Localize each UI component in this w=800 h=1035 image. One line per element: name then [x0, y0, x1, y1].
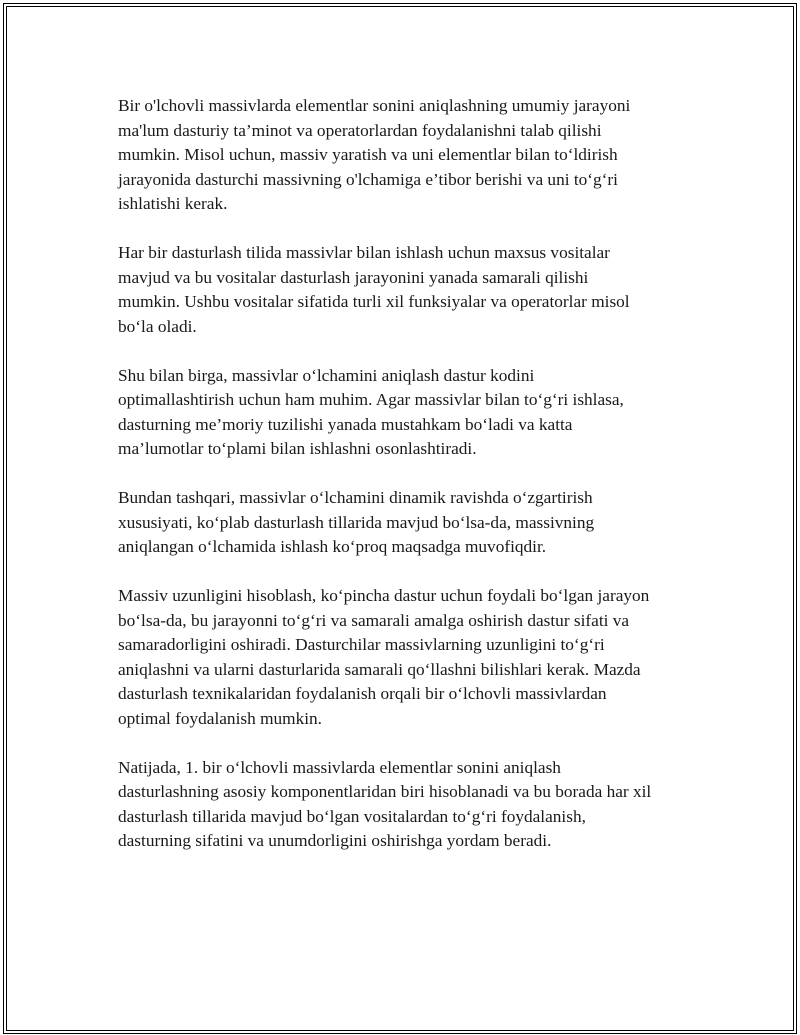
text-line: aniqlashni va ularni dasturlarida samarali qo‘llashni bilishlari kerak. Mazda — [118, 659, 641, 679]
paragraph-1 — [118, 94, 718, 217]
text-line: dasturlash tillarida mavjud bo‘lgan vositalardan to‘g‘ri foydalanish, — [118, 806, 586, 826]
text-line: xususiyati, ko‘plab dasturlash tillarida mavjud bo‘lsa-da, massivning — [118, 512, 595, 532]
text-line: bo‘la oladi. — [118, 316, 197, 336]
text-line: optimal foydalanish mumkin. — [118, 708, 322, 728]
paragraph-3 — [118, 364, 718, 462]
text-line: ishlatishi kerak. — [118, 194, 228, 213]
text-line: Bir o'lchovli massivlarda elementlar sonini aniqlashning umumiy jarayoni — [118, 96, 631, 115]
text-line: dasturning sifatini va unumdorligini oshirishga yordam beradi. — [118, 831, 552, 850]
paragraph-2 — [118, 241, 718, 339]
text-line: bo‘lsa-da, bu jarayonni to‘g‘ri va samarali amalga oshirish dastur sifati va — [118, 610, 630, 630]
document-body — [118, 94, 718, 878]
text-line: jarayonida dasturchi massivning o'lchamiga e’tibor berishi va uni to‘g‘ri — [118, 169, 618, 189]
text-line: Massiv uzunligini hisoblash, ko‘pincha dastur uchun foydali bo‘lgan jarayon — [118, 586, 650, 605]
text-line: Shu bilan birga, massivlar o‘lchamini aniqlash dastur kodini — [118, 365, 535, 385]
text-line: ma'lum dasturiy ta’minot va operatorlardan foydalanishni talab qilishi — [118, 120, 602, 140]
text-line: Bundan tashqari, massivlar o‘lchamini dinamik ravishda o‘zgartirish — [118, 488, 593, 507]
paragraph-5 — [118, 584, 718, 731]
text-line: mavjud va bu vositalar dasturlash jarayonini yanada samarali qilishi — [118, 267, 589, 287]
paragraph-6 — [118, 756, 718, 854]
text-line: aniqlangan o‘lchamida ishlash ko‘proq maqsadga muvofiqdir. — [118, 537, 547, 556]
paragraph-4 — [118, 486, 718, 560]
text-line: Natijada, 1. bir o‘lchovli massivlarda elementlar sonini aniqlash — [118, 757, 561, 777]
text-line: mumkin. Ushbu vositalar sifatida turli xil funksiyalar va operatorlar misol — [118, 292, 630, 311]
text-line: optimallashtirish uchun ham muhim. Agar massivlar bilan to‘g‘ri ishlasa, — [118, 390, 624, 409]
text-line: ma’lumotlar to‘plami bilan ishlashni osonlashtiradi. — [118, 439, 477, 458]
text-line: dasturlash texnikalaridan foydalanish orqali bir o‘lchovli massivlardan — [118, 684, 607, 703]
text-line: Har bir dasturlash tilida massivlar bilan ishlash uchun maxsus vositalar — [118, 243, 610, 262]
text-line: mumkin. Misol uchun, massiv yaratish va uni elementlar bilan to‘ldirish — [118, 145, 618, 164]
text-line: samaradorligini oshiradi. Dasturchilar massivlarning uzunligini to‘g‘ri — [118, 635, 605, 654]
text-line: dasturlashning asosiy komponentlaridan biri hisoblanadi va bu borada har xil — [118, 782, 652, 801]
text-line: dasturning me’moriy tuzilishi yanada mustahkam bo‘ladi va katta — [118, 414, 573, 434]
